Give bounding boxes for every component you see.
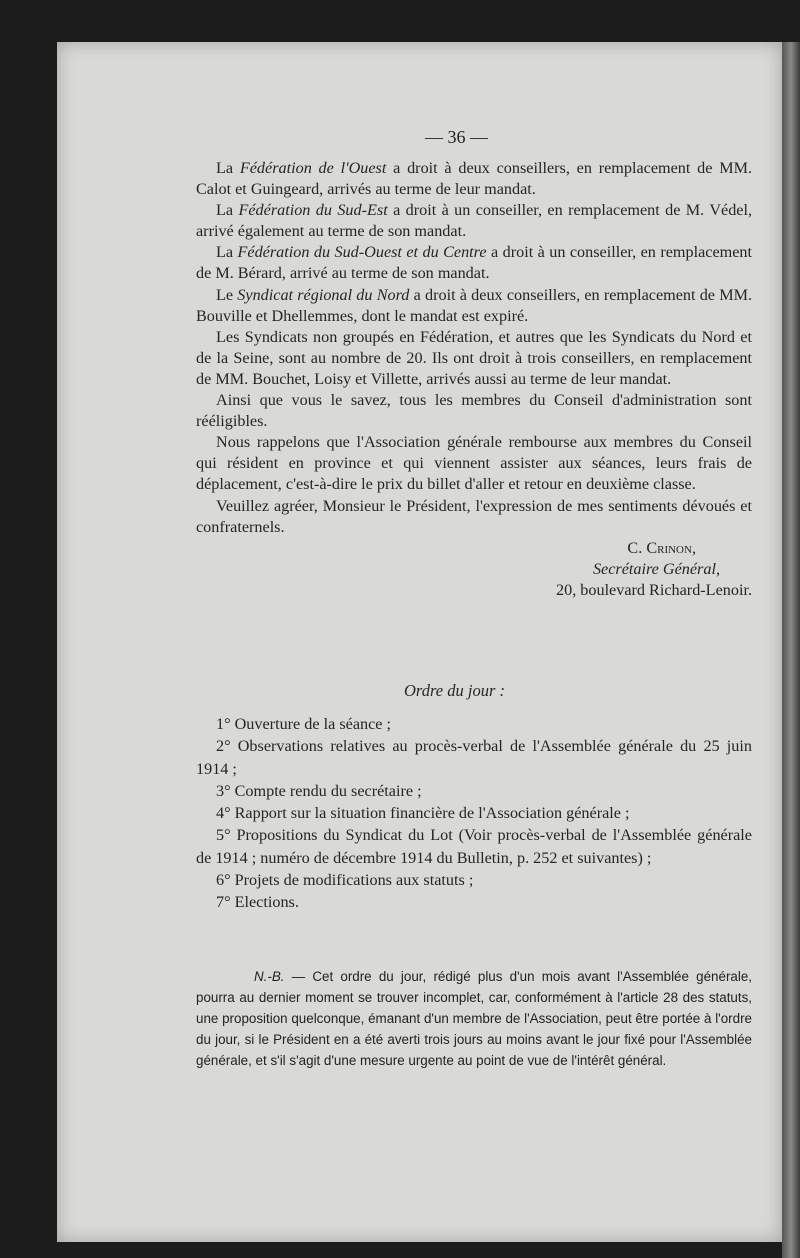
agenda-title: Ordre du jour : [404, 681, 505, 700]
signature-address: 20, boulevard Richard-Lenoir. [556, 580, 752, 599]
page-edge [782, 42, 800, 1258]
paragraph-syndicats: Les Syndicats non groupés en Fédération, et autres que les Syndicats du Nord et de la Seine, sont au nombre de 20. Ils ont droit à trois conseillers, en remplacement de MM. Bouchet, Loisy et Villette, arrivés aussi au terme de leur mandat. [196, 327, 752, 388]
nota-bene [196, 966, 752, 1071]
paragraph-reeligibles: Ainsi que vous le savez, tous les membres du Conseil d'administration sont rééligibles. [196, 391, 752, 431]
agenda-item: 1° Ouverture de la séance ; [216, 715, 392, 733]
agenda-item: 6° Projets de modifications aux statuts ; [216, 871, 474, 890]
agenda-item: 3° Compte rendu du secrétaire ; [216, 781, 422, 800]
paragraph-sud-est: La Fédération du Sud-Est a droit à un conseiller, en remplacement de M. Védel, arrivé également au terme de son mandat. [196, 201, 753, 241]
signature-title: Secrétaire Général, [592, 559, 720, 578]
nota-bene-text: — Cet ordre du jour, rédigé plus d'un mois avant l'Assemblée générale, pourra au dernier moment se trouver incomplet, car, conformément à l'article 28 des statuts, une proposition quelconque, émanant d'un membre de l'Association, peut être portée à l'ordre du jour, si le Président en a été averti trois jours au moins avant le jour fixé pour l'Assemblée générale, et s'il s'agit d'une mesure urgente au point de vue de l'intérêt général. [196, 969, 752, 1068]
page-number: — 36 — [425, 127, 488, 147]
paragraph-nord: Le Syndicat régional du Nord a droit à deux conseillers, en remplacement de MM. Bouville et Dhellemmes, dont le mandat est expiré. [196, 285, 753, 325]
letter-body [196, 158, 752, 601]
agenda-item: 7° Elections. [216, 893, 299, 912]
agenda-list [196, 713, 752, 914]
paragraph-sud-ouest: La Fédération du Sud-Ouest et du Centre a droit à un conseiller, en remplacement de M. Bérard, arrivé au terme de son mandat. [196, 243, 752, 283]
agenda-item: 5° Propositions du Syndicat du Lot (Voir procès-verbal de l'Assemblée générale de 1914 ; numéro de décembre 1914 du Bulletin, p. 252 et suivantes) ; [196, 826, 752, 867]
paragraph-salutation: Veuillez agréer, Monsieur le Président, l'expression de mes sentiments dévoués et confraternels. [196, 496, 752, 536]
agenda-item: 4° Rapport sur la situation financière de l'Association générale ; [216, 804, 630, 823]
paragraph-ouest: La Fédération de l'Ouest a droit à deux conseillers, en remplacement de MM. Calot et Guingeard, arrivés au terme de leur mandat. [196, 159, 753, 199]
nota-bene-label: N.-B. [254, 969, 285, 984]
paragraph-remboursement: Nous rappelons que l'Association générale rembourse aux membres du Conseil qui résident en province et qui viennent assister aux séances, leurs frais de déplacement, c'est-à-dire le prix du billet d'aller et retour en deuxième classe. [196, 433, 752, 494]
signature-name: C. Crinon, [627, 538, 696, 557]
agenda-item: 2° Observations relatives au procès-verbal de l'Assemblée générale du 25 juin 1914 ; [196, 737, 752, 778]
